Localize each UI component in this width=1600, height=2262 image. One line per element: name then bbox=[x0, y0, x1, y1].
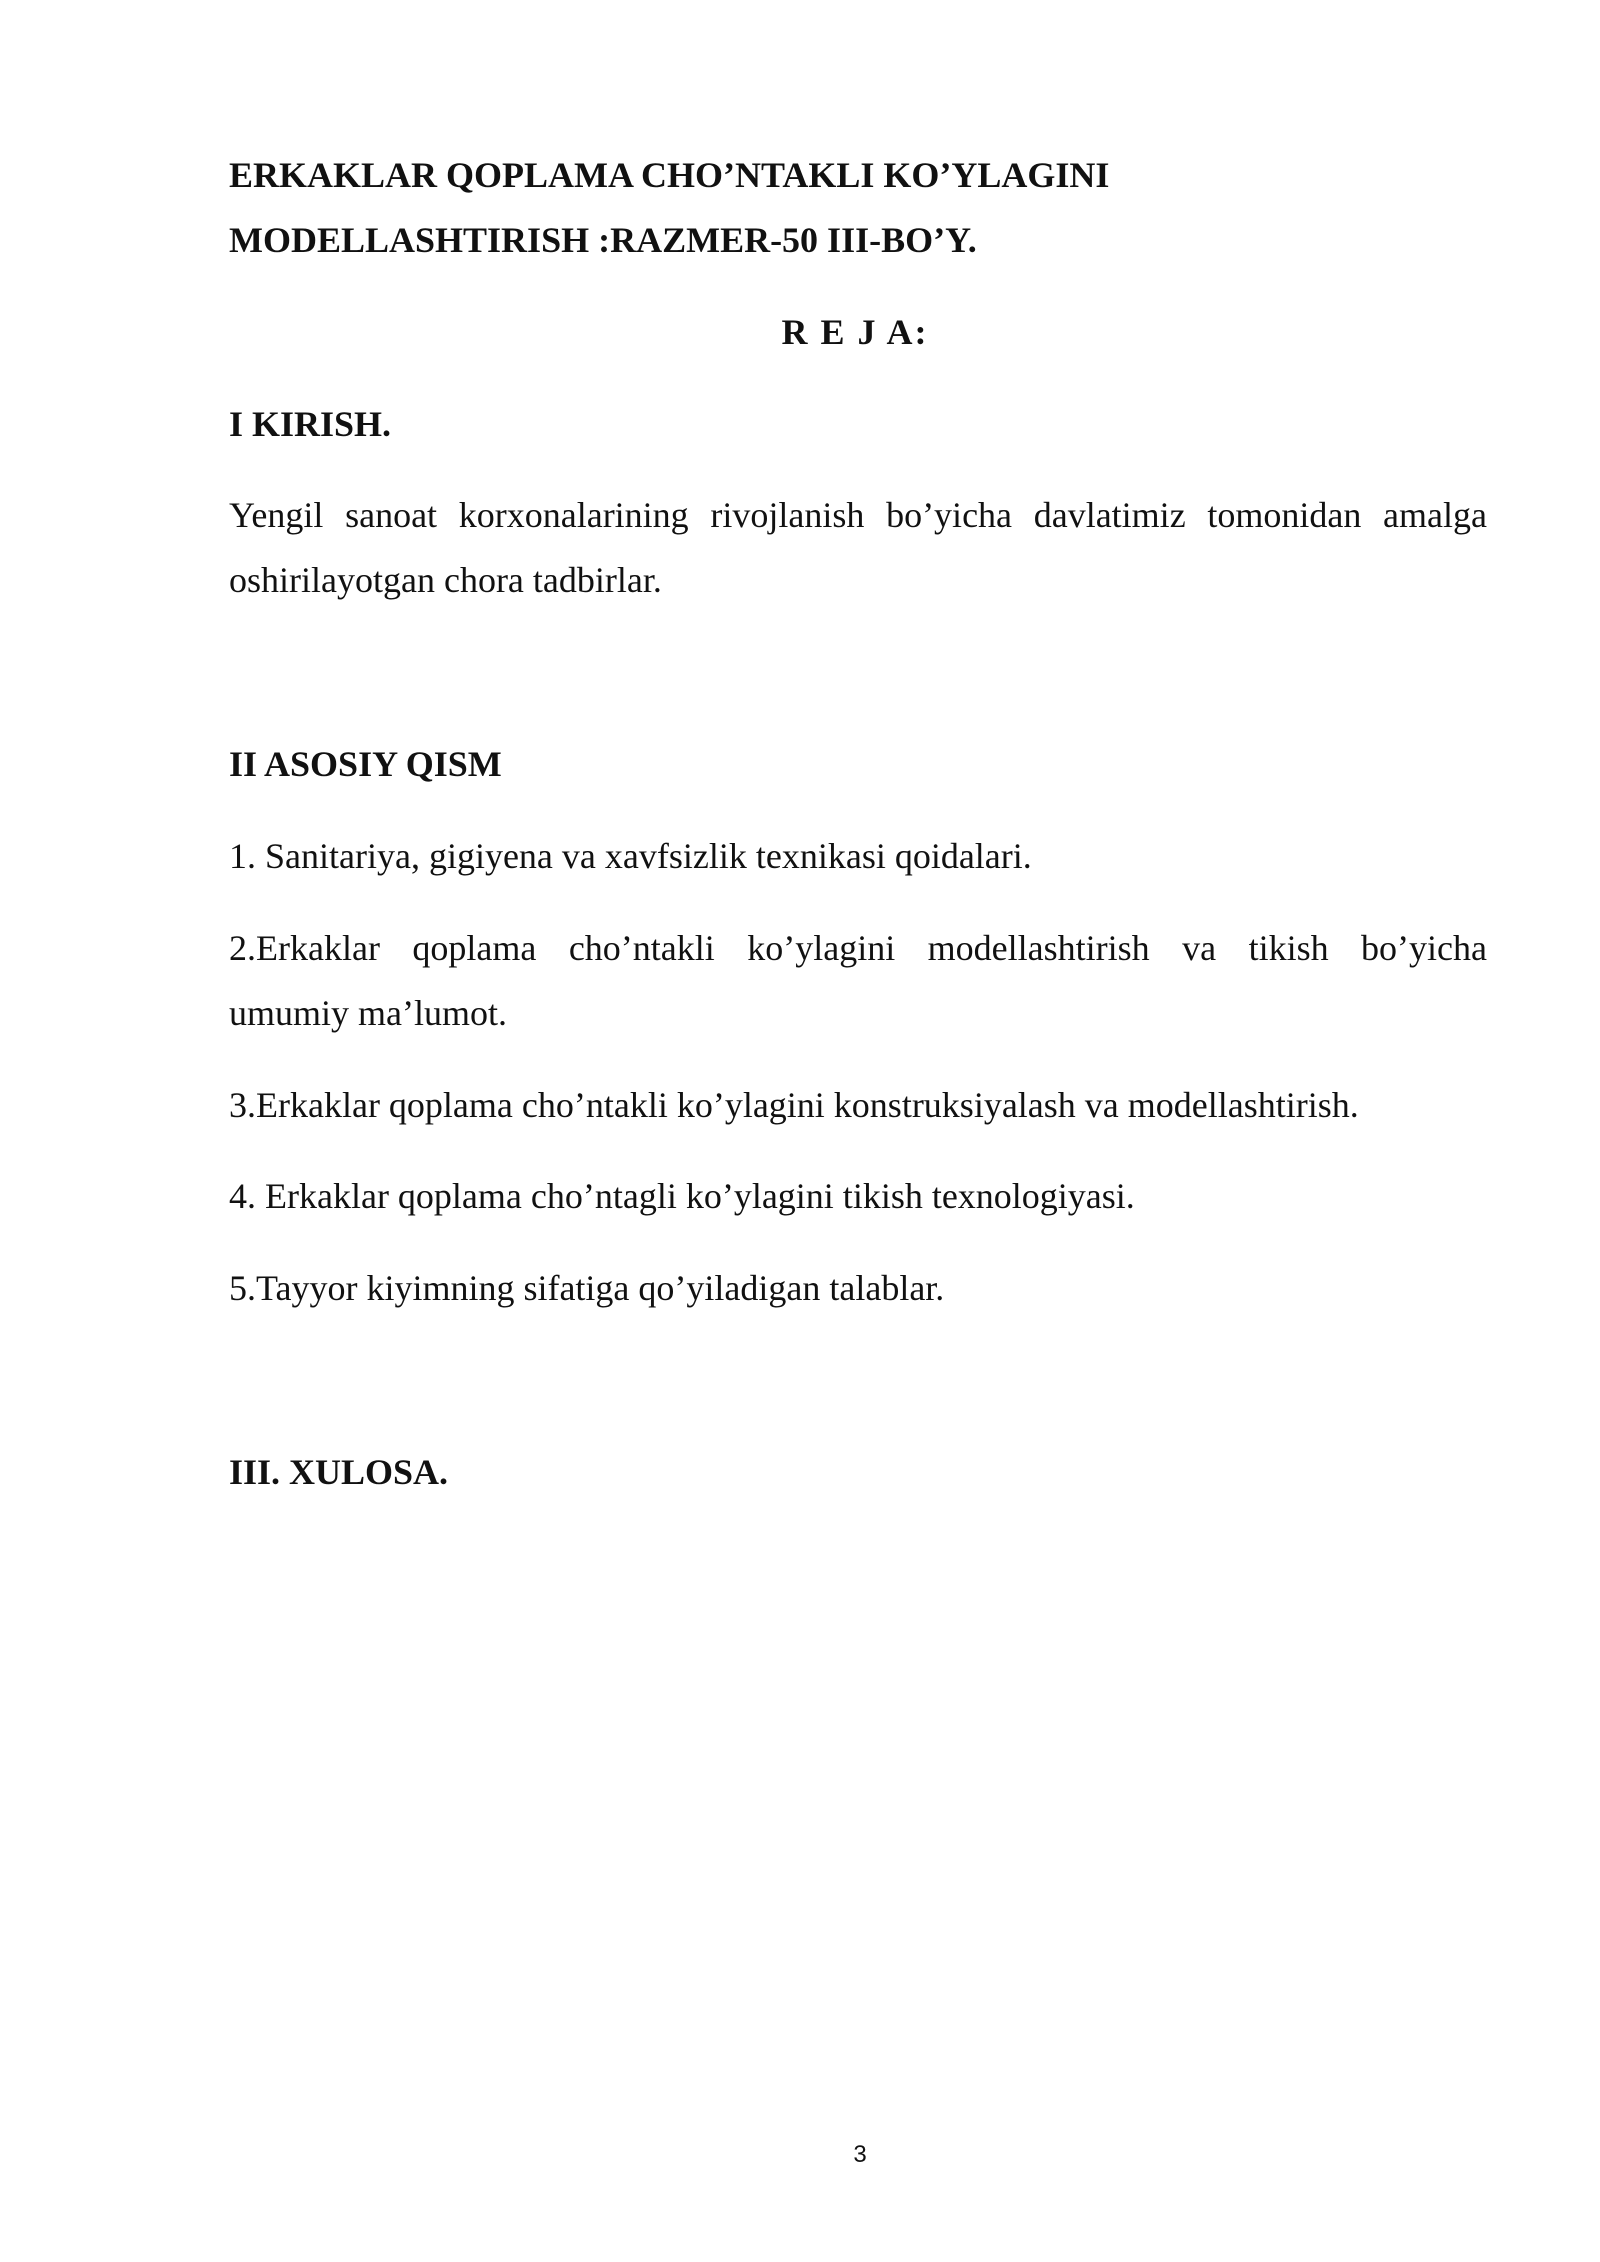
main-item-4: 4. Erkaklar qoplama cho’ntagli ko’ylagini tikish texnologiyasi. bbox=[229, 1176, 1135, 1216]
page-number: 3 bbox=[853, 2141, 867, 2168]
main-item-2-line-1: 2.Erkaklar qoplama cho’ntakli ko’ylagini modellashtirish va tikish bo’yicha bbox=[229, 928, 1487, 968]
main-item-2-line-2: umumiy ma’lumot. bbox=[229, 993, 507, 1033]
conclusion-heading: III. XULOSA. bbox=[229, 1452, 449, 1492]
intro-text-line-2: oshirilayotgan chora tadbirlar. bbox=[229, 560, 662, 600]
plan-heading: R E J A: bbox=[781, 312, 929, 352]
title-line-2: MODELLASHTIRISH :RAZMER-50 III-BO’Y. bbox=[229, 220, 977, 260]
main-item-3: 3.Erkaklar qoplama cho’ntakli ko’ylagini konstruksiyalash va modellashtirish. bbox=[229, 1085, 1359, 1125]
main-item-5: 5.Tayyor kiyimning sifatiga qo’yiladigan talablar. bbox=[229, 1268, 945, 1308]
main-item-1: 1. Sanitariya, gigiyena va xavfsizlik texnikasi qoidalari. bbox=[229, 836, 1032, 876]
title-line-1: ERKAKLAR QOPLAMA CHO’NTAKLI KO’YLAGINI bbox=[229, 155, 1110, 195]
intro-heading: I KIRISH. bbox=[229, 404, 392, 444]
main-heading: II ASOSIY QISM bbox=[229, 744, 502, 784]
intro-text-line-1: Yengil sanoat korxonalarining rivojlanish bo’yicha davlatimiz tomonidan amalga bbox=[229, 495, 1487, 535]
